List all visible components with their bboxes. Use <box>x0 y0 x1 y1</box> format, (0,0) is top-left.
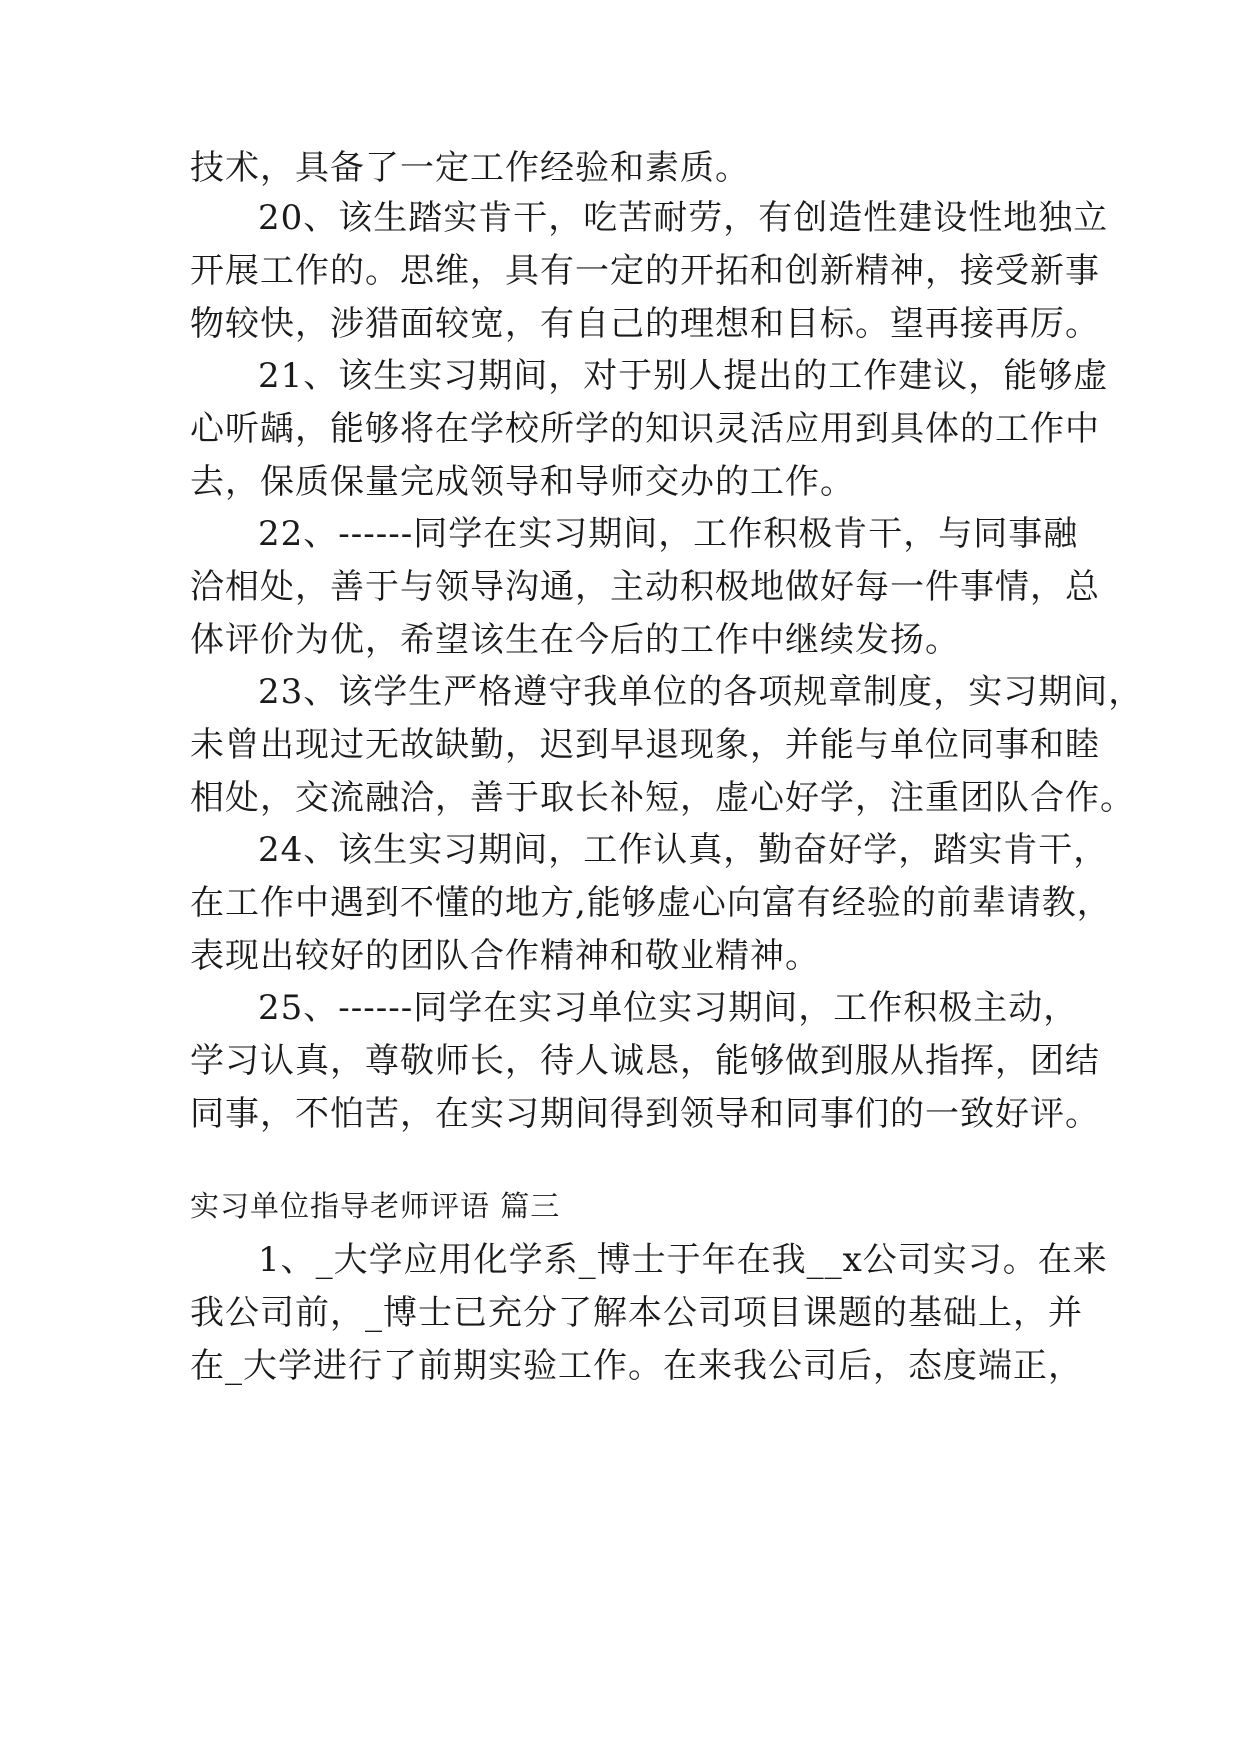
paragraph-20-line-1: 20、该生踏实肯干，吃苦耐劳，有创造性建设性地独立 <box>258 198 1109 238</box>
paragraph-23-line-1: 23、该学生严格遵守我单位的各项规章制度，实习期间， <box>258 672 1144 712</box>
paragraph-21-line-3: 去，保质保量完成领导和导师交办的工作。 <box>190 462 855 502</box>
paragraph-22-line-3: 体评价为优，希望该生在今后的工作中继续发扬。 <box>190 620 960 660</box>
section-paragraph-line-3: 在_大学进行了前期实验工作。在来我公司后，态度端正， <box>190 1346 1083 1386</box>
paragraph-23-line-3: 相处，交流融洽，善于取长补短，虚心好学，注重团队合作。 <box>190 778 1135 818</box>
section-heading: 实习单位指导老师评语 篇三 <box>190 1189 561 1223</box>
paragraph-22-line-2: 洽相处，善于与领导沟通，主动积极地做好每一件事情，总 <box>190 567 1100 607</box>
paragraph-continuation-line: 技术，具备了一定工作经验和素质。 <box>190 148 750 188</box>
paragraph-20-line-3: 物较快，涉猎面较宽，有自己的理想和目标。望再接再厉。 <box>190 304 1100 344</box>
section-paragraph-line-2: 我公司前，_博士已充分了解本公司项目课题的基础上，并 <box>190 1293 1083 1333</box>
paragraph-25-line-3: 同事，不怕苦，在实习期间得到领导和同事们的一致好评。 <box>190 1094 1100 1134</box>
paragraph-25-line-2: 学习认真，尊敬师长，待人诚恳，能够做到服从指挥，团结 <box>190 1041 1100 1081</box>
paragraph-24-line-3: 表现出较好的团队合作精神和敬业精神。 <box>190 936 820 976</box>
paragraph-24-line-1: 24、该生实习期间，工作认真，勤奋好学，踏实肯干， <box>258 830 1109 870</box>
section-paragraph-line-1: 1、_大学应用化学系_博士于年在我__x公司实习。在来 <box>258 1240 1108 1280</box>
paragraph-20-line-2: 开展工作的。思维，具有一定的开拓和创新精神，接受新事 <box>190 251 1100 291</box>
paragraph-25-line-1: 25、------同学在实习单位实习期间，工作积极主动， <box>258 988 1079 1028</box>
paragraph-23-line-2: 未曾出现过无故缺勤，迟到早退现象，并能与单位同事和睦 <box>190 725 1100 765</box>
paragraph-21-line-2: 心听龋，能够将在学校所学的知识灵活应用到具体的工作中 <box>190 409 1100 449</box>
paragraph-24-line-2: 在工作中遇到不懂的地方,能够虚心向富有经验的前辈请教， <box>190 883 1112 923</box>
paragraph-22-line-1: 22、------同学在实习期间，工作积极肯干，与同事融 <box>258 514 1079 554</box>
paragraph-21-line-1: 21、该生实习期间，对于别人提出的工作建议，能够虚 <box>258 356 1109 396</box>
